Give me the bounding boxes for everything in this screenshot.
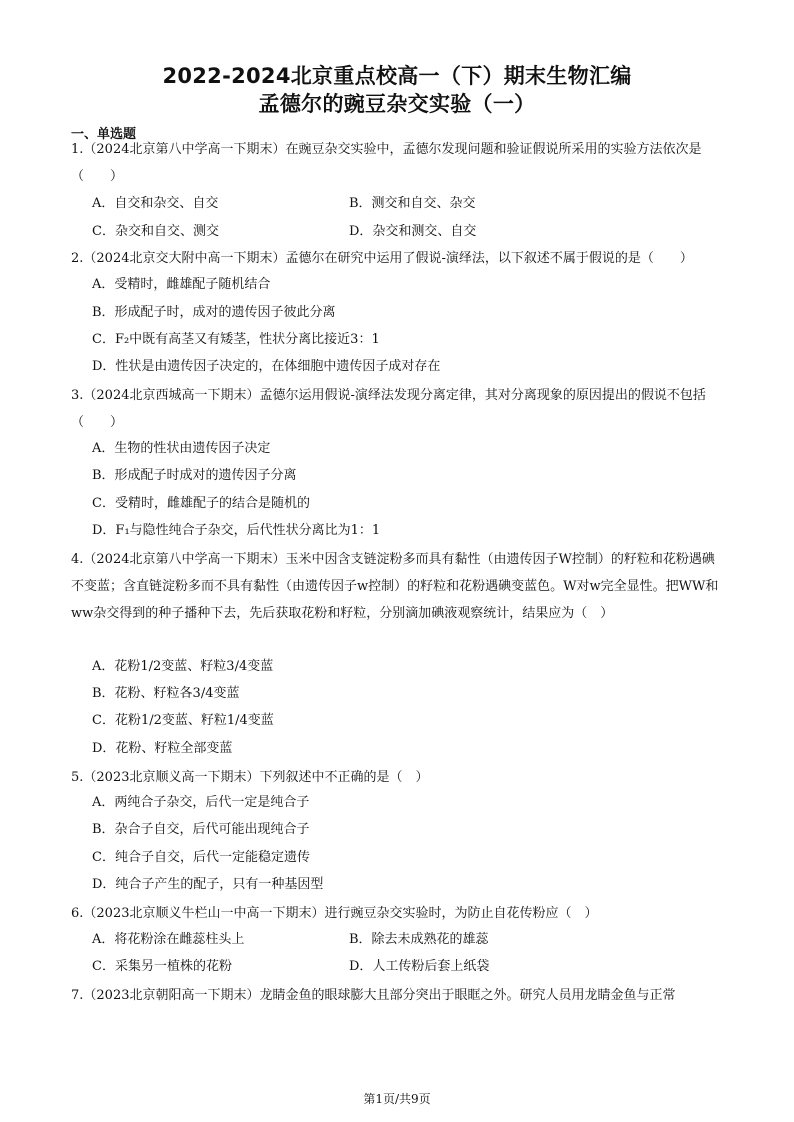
question-7-stem: 7.（2023北京朝阳高一下期末）龙睛金鱼的眼球膨大且部分突出于眼眶之外。研究人员用龙睛金鱼与正常 [71,988,676,1003]
question-2-option-d: D．性状是由遗传因子决定的，在体细胞中遗传因子成对存在 [92,359,441,374]
section-heading: 一、单选题 [71,127,137,142]
question-1-option-c: C．杂交和自交、测交 [92,224,219,239]
question-6-option-a: A．将花粉涂在雌蕊柱头上 [92,932,245,947]
question-3-stem: 3.（2024北京西城高一下期末）孟德尔运用假说-演绎法发现分离定律，其对分离现象的原因提出的假说不包括（ ） [71,388,706,430]
question-3-option-a: A．生物的性状由遗传因子决定 [92,441,271,456]
question-3-option-d: D．F₁与隐性纯合子杂交，后代性状分离比为1：1 [92,523,381,538]
question-3-option-b: B．形成配子时成对的遗传因子分离 [92,468,297,483]
question-6-stem: 6.（2023北京顺义牛栏山一中高一下期末）进行豌豆杂交实验时，为防止自花传粉应（ ） [71,906,598,921]
question-5-option-c: C．纯合子自交，后代一定能稳定遗传 [92,850,310,865]
question-4-option-d: D．花粉、籽粒全部变蓝 [92,741,233,756]
question-6-option-d: D．人工传粉后套上纸袋 [349,959,490,974]
question-1-option-d: D．杂交和测交、自交 [349,224,477,239]
question-1-stem: 1.（2024北京第八中学高一下期末）在豌豆杂交实验中，孟德尔发现问题和验证假说所采用的实验方法依次是（ ） [71,142,702,184]
question-2-option-b: B．形成配子时，成对的遗传因子彼此分离 [92,305,336,320]
question-4-option-b: B．花粉、籽粒各3/4变蓝 [92,686,240,701]
page-footer: 第1页/共9页 [363,1092,431,1106]
question-2-option-c: C．F₂中既有高茎又有矮茎，性状分离比接近3：1 [92,332,380,347]
question-5-option-d: D．纯合子产生的配子，只有一种基因型 [92,877,324,892]
question-4-option-c: C．花粉1/2变蓝、籽粒1/4变蓝 [92,713,274,728]
document-title-line2: 孟德尔的豌豆杂交实验（一） [258,92,536,116]
question-3-option-c: C．受精时，雌雄配子的结合是随机的 [92,496,310,511]
question-5-option-a: A．两纯合子杂交，后代一定是纯合子 [92,795,310,810]
question-2-option-a: A．受精时，雌雄配子随机结合 [92,277,271,292]
question-5-option-b: B．杂合子自交，后代可能出现纯合子 [92,822,310,837]
question-6-option-c: C．采集另一植株的花粉 [92,959,232,974]
question-2-stem: 2.（2024北京交大附中高一下期末）孟德尔在研究中运用了假说-演绎法，以下叙述不属于假说的是（ ） [71,251,693,266]
question-4-stem: 4.（2024北京第八中学高一下期末）玉米中因含支链淀粉多而具有黏性（由遗传因子W控制）的籽粒和花粉遇碘不变蓝；含直链淀粉多而不具有黏性（由遗传因子w控制）的籽粒和花粉遇碘变蓝色。W对w完全显性。把WW和ww杂交得到的种子播种下去，先后获取花粉和籽粒，分别滴加碘液观察统计，结果应为（ ） [71,552,719,621]
question-6-option-b: B．除去未成熟花的雄蕊 [349,932,489,947]
question-4-option-a: A．花粉1/2变蓝、籽粒3/4变蓝 [92,659,274,674]
question-5-stem: 5.（2023北京顺义高一下期末）下列叙述中不正确的是（ ） [71,770,429,785]
question-1-option-b: B．测交和自交、杂交 [349,196,476,211]
document-title-line1: 2022-2024北京重点校高一（下）期末生物汇编 [162,64,632,88]
question-1-option-a: A．自交和杂交、自交 [92,196,219,211]
